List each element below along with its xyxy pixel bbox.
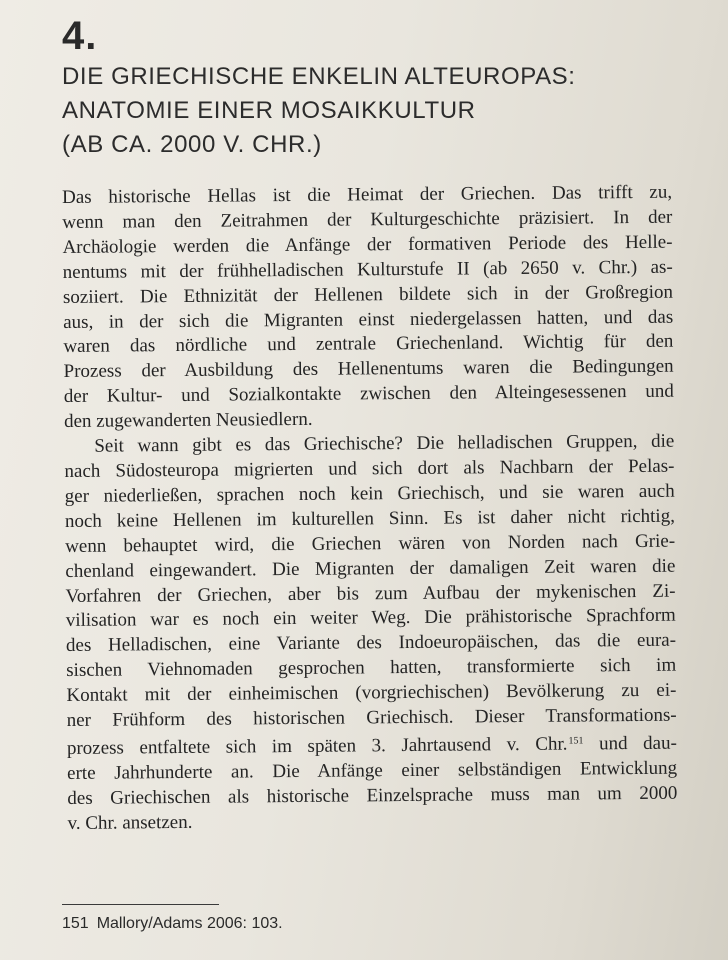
- chapter-title-line: DIE GRIECHISCHE ENKELIN ALTEUROPAS:: [62, 63, 576, 90]
- paragraph-1: [62, 181, 674, 435]
- text-line: chenland eingewandert. Die Migranten der damaligen Zeit waren die: [65, 555, 676, 582]
- footnote: [62, 915, 283, 933]
- footnote-reference[interactable]: 151: [568, 735, 584, 747]
- text-segment: prozess entfaltete sich im späten 3. Jahrtausend v. Chr.: [66, 733, 568, 759]
- text-line: Kontakt mit der einheimischen (vorgriechischen) Bevölkerung zu ei-: [66, 679, 677, 707]
- text-line: der Kultur- und Sozialkontakte zwischen den Alteingesessenen und: [63, 380, 674, 408]
- text-line: Das historische Hellas ist die Heimat der Griechen. Das trifft zu,: [62, 181, 673, 208]
- body-text: [62, 181, 678, 837]
- paragraph-2: [64, 430, 677, 837]
- text-line: Prozess der Ausbildung des Hellenentums waren die Bedingungen: [63, 356, 674, 383]
- text-line: wenn man den Zeitrahmen der Kulturgeschichte präzisiert. In der: [62, 206, 673, 233]
- text-line: Seit wann gibt es das Griechische? Die helladischen Gruppen, die: [94, 430, 675, 457]
- text-line: des Griechischen als historische Einzelsprache muss man um 2000: [67, 782, 678, 809]
- text-line: nentums mit der frühhelladischen Kulturstufe II (ab 2650 v. Chr.) as-: [62, 256, 673, 283]
- chapter-title-line: (AB CA. 2000 V. CHR.): [62, 131, 322, 158]
- text-line: Vorfahren der Griechen, aber bis zum Aufbau der mykenischen Zi-: [65, 580, 676, 607]
- text-line: erte Jahrhunderte an. Die Anfänge einer selbständigen Entwicklung: [67, 757, 678, 784]
- chapter-title-line: ANATOMIE EINER MOSAIKKULTUR: [62, 97, 476, 124]
- text-line: des Helladischen, eine Variante des Indoeuropäischen, das die eura-: [65, 629, 677, 657]
- text-line: Archäologie werden die Anfänge der formativen Periode des Helle-: [62, 231, 673, 258]
- text-line: sischen Viehnomaden gesprochen hatten, transformierte sich im: [66, 654, 677, 682]
- footnote-divider: [62, 904, 219, 905]
- text-line: noch keine Hellenen im kulturellen Sinn. Es ist daher nicht richtig,: [64, 505, 675, 532]
- footnote-text: Mallory/Adams 2006: 103.: [96, 915, 283, 932]
- text-line: soziiert. Die Ethnizität der Hellenen bildete sich in der Großregion: [62, 281, 674, 308]
- chapter-title: [62, 60, 622, 162]
- text-line: waren das nördliche und zentrale Griechenland. Wichtig für den: [63, 331, 674, 358]
- text-line: nach Südosteuropa migrierten und sich dort als Nachbarn der Pelas-: [64, 455, 675, 482]
- text-line: ner Frühform des historischen Griechisch. Dieser Transformations-: [66, 704, 677, 732]
- text-line: den zugewanderten Neusiedlern.: [63, 408, 313, 433]
- text-line: v. Chr. ansetzen.: [67, 811, 193, 834]
- footnote-number: 151: [62, 915, 89, 932]
- chapter-number: 4.: [62, 14, 98, 58]
- text-line: vilisation war es noch ein weiter Weg. Die prähistorische Sprachform: [65, 605, 676, 632]
- text-line: wenn behauptet wird, die Griechen wären von Norden nach Grie-: [65, 530, 676, 557]
- text-line: ger niederließen, sprachen noch kein Griechisch, und sie waren auch: [64, 480, 675, 507]
- text-line: aus, in der sich die Migranten einst niedergelassen hatten, und das: [63, 306, 674, 333]
- text-segment: und dau-: [598, 732, 677, 755]
